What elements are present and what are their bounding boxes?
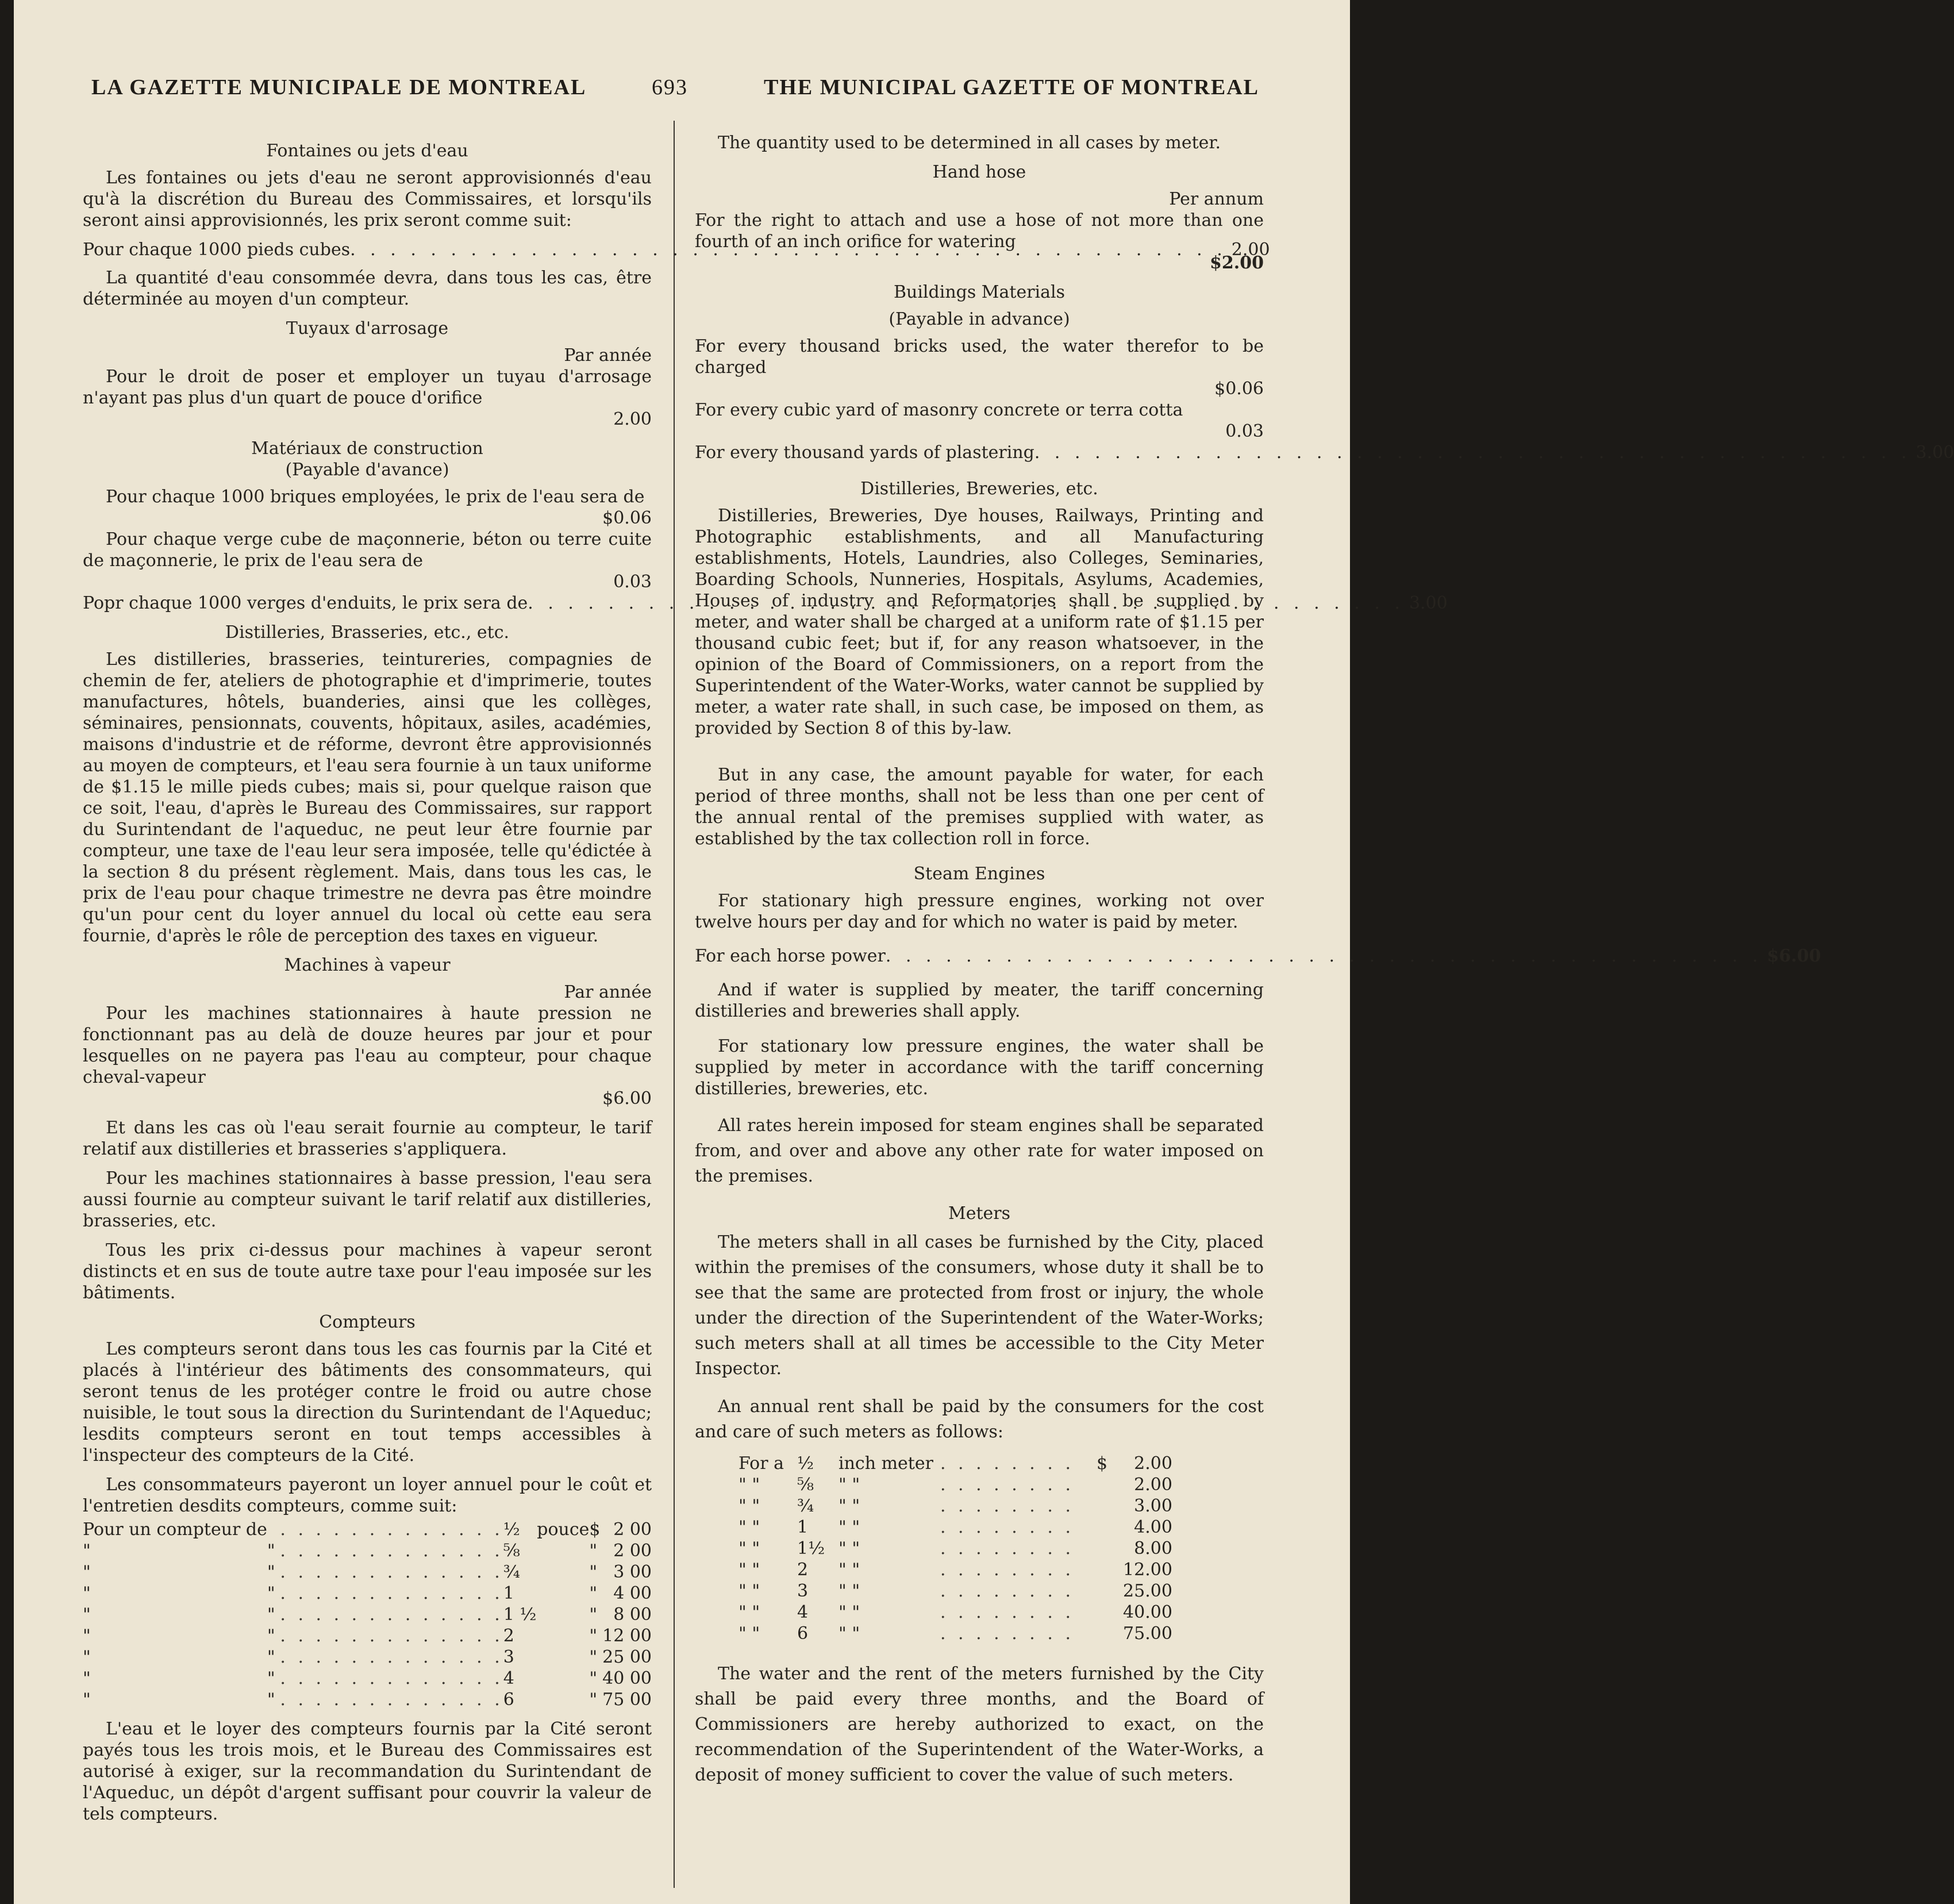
rate-label: Pour le droit de poser et employer un tuyau d'arrosage n'ayant pas plus d'un quart de pouce d'orifice [83,367,652,408]
table-row [83,1647,652,1668]
rate-line [83,593,1448,614]
meter-rent: 25 00 [602,1647,652,1667]
meter-size: 4 [503,1668,514,1688]
gazette-page [14,0,1954,1904]
dot-leader: . . . . . . . . [940,1538,1074,1559]
meter-size: 1½ [797,1538,825,1559]
meter-currency [1093,1559,1117,1580]
rate-label: Pour chaque verge cube de maçonnerie, béton ou terre cuite de maçonnerie, le prix de l'eau sera de [83,529,652,571]
rate-value: 2.00 [1231,240,1270,260]
meter-currency [1093,1495,1117,1517]
paragraph: An annual rent shall be paid by the consumers for the cost and care of such meters as follows: [695,1397,1264,1442]
per-year-label: Par année [564,982,652,1002]
meter-unit: " " [838,1475,860,1495]
meter-size: 3 [503,1647,514,1667]
table-row [735,1517,1176,1538]
paragraph: For stationary low pressure engines, the water shall be supplied by meter in accordance with the tariff concerning distilleries, breweries, etc. [695,1036,1264,1099]
dot-leader: . . . . . . . . [940,1517,1074,1537]
meter-unit: " " [838,1496,860,1516]
dot-leader: . . . . . . . . . . . . . [280,1647,503,1667]
meter-unit: " " [838,1624,860,1644]
paragraph: But in any case, the amount payable for water, for each period of three months, shall not be less than one per cent of the annual rental of the premises supplied with water, as established by the tax collection roll in force. [695,765,1264,849]
rate-label: For every cubic yard of masonry concrete or terra cotta [695,400,1183,420]
meter-unit: pouce [537,1520,590,1540]
running-head-right: THE MUNICIPAL GAZETTE OF MONTREAL [764,75,1259,99]
meter-rent: 2.00 [1134,1475,1172,1495]
table-row [83,1625,652,1647]
rate-value: 3.00 [1915,443,1954,463]
paragraph: The water and the rent of the meters furnished by the City shall be paid every three months, and the Board of Commissioners are hereby authorized to exact, on the recommendation of the Superintendent of the Water-Works, a deposit of money sufficient to cover the value of such meters. [695,1664,1264,1785]
section-title-meters: Meters [948,1203,1011,1224]
meter-label: " " [738,1560,760,1580]
rate-line [695,442,1954,463]
section-title-fontaines: Fontaines ou jets d'eau [266,141,468,161]
meter-currency: " [589,1605,598,1625]
table-row [735,1495,1176,1517]
rate-value: $6.00 [602,1088,652,1109]
meter-size: 4 [797,1602,809,1622]
table-row [735,1453,1176,1474]
meter-label: " " [738,1538,760,1559]
meter-label: " [83,1605,91,1625]
paragraph: Les fontaines ou jets d'eau ne seront approvisionnés d'eau qu'à la discrétion du Bureau des Commissaires, et lorsqu'ils seront ainsi approvisionnés, les prix seront comme suit: [83,168,652,230]
meter-size: 1 [797,1517,809,1537]
meter-label-ditto: " [267,1690,275,1710]
paragraph: L'eau et le loyer des compteurs fournis par la Cité seront payés tous les trois mois, et le Bureau des Commissaires est autorisé à exiger, sur la recommandation du Surintendant de l'Aqueduc, un dépôt d'argent suffisant pour couvrir la valeur de tels compteurs. [83,1719,652,1824]
meter-size: ⅝ [797,1475,814,1495]
meter-rent: 75.00 [1123,1624,1172,1644]
paragraph: For stationary high pressure engines, working not over twelve hours per day and for which no water is paid by meter. [695,891,1264,932]
meter-unit: inch meter [838,1453,933,1474]
meter-label: " [83,1690,91,1710]
meter-rent: 4 00 [613,1583,652,1603]
meter-label-ditto: " [267,1562,275,1582]
meter-currency: " [589,1626,598,1646]
meter-label-ditto: " [267,1605,275,1625]
meter-rent-table [83,1519,652,1710]
paragraph: Distilleries, Breweries, Dye houses, Railways, Printing and Photographic establishments, and all Manufacturing establishments, Hotels, Laundries, also Colleges, Seminaries, Boarding Schools, Nunneries, Hospitals, Asylums, Academies, Houses of industry and Reformatories shall be supplied by meter, and water shall be charged at a uniform rate of $1.15 per thousand cubic feet; but if, for any reason whatsoever, in the opinion of the Board of Commissioners, on a report from the Superintendent of the Water-Works, water cannot be supplied by meter, a water rate shall, in such case, be imposed on them, as provided by Section 8 of this by-law. [695,506,1264,738]
dot-leader: . . . . . . . . [940,1496,1074,1516]
meter-unit [537,1689,589,1710]
paragraph: Les compteurs seront dans tous les cas fournis par la Cité et placés à l'intérieur des bâtiments des consommateurs, qui seront tenus de les protéger contre le froid ou autre chose nuisible, le tout sous la direction du Surintendant de l'Aqueduc; lesdits compteurs seront en tout temps accessibles à l'inspecteur des compteurs de la Cité. [83,1339,652,1465]
rate-label: For each horse power [695,946,886,966]
table-row [735,1623,1176,1644]
meter-currency [1093,1623,1117,1644]
meter-unit [537,1583,589,1604]
meter-unit: " " [838,1602,860,1622]
rate-line [695,945,1821,967]
paragraph: Pour les machines stationnaires à basse pression, l'eau sera aussi fournie au compteur suivant le tarif relatif aux distilleries, brasseries, etc. [83,1168,652,1231]
meter-size: ½ [503,1520,520,1540]
meter-currency: " [589,1690,598,1710]
meter-rent: 12.00 [1123,1560,1172,1580]
meter-unit [537,1540,589,1561]
dot-leader: . . . . . . . . . . . . . [280,1605,503,1625]
paragraph: Tous les prix ci-dessus pour machines à vapeur seront distincts et en sus de toute autre taxe pour l'eau imposée sur les bâtiments. [83,1240,652,1303]
dot-leader [1034,442,1911,463]
meter-label: " [83,1583,91,1603]
rate-value: $0.06 [602,508,652,528]
rate-value: 2.00 [613,409,652,429]
meter-size: ⅝ [503,1541,520,1561]
meter-label: " " [738,1496,760,1516]
dot-leader: . . . . . . . . . . . . . [280,1626,503,1646]
meter-size: 2 [503,1626,514,1646]
running-head-left: LA GAZETTE MUNICIPALE DE MONTREAL [91,75,587,99]
paragraph: All rates herein imposed for steam engines shall be separated from, and over and above any other rate for water imposed on the premises. [695,1116,1264,1186]
meter-label: " " [738,1475,760,1495]
table-row [83,1689,652,1710]
section-subtitle: (Payable in advance) [888,309,1070,329]
meter-rent: 2.00 [1134,1453,1172,1474]
section-title-tuyaux: Tuyaux d'arrosage [286,318,449,339]
paragraph: La quantité d'eau consommée devra, dans tous les cas, être déterminée au moyen d'un compteur. [83,268,652,309]
meter-label-ditto: " [267,1583,275,1603]
meter-unit [537,1647,589,1668]
meter-label: " [83,1562,91,1582]
rate-value: $6.00 [1767,946,1821,966]
dot-leader: . . . . . . . . [940,1581,1074,1601]
table-row [735,1474,1176,1495]
meter-size: 6 [797,1624,809,1644]
meter-rent-table [735,1453,1176,1644]
dot-leader: . . . . . . . . [940,1560,1074,1580]
dot-leader: . . . . . . . . [940,1602,1074,1622]
rate-value: $0.06 [1214,379,1264,399]
dot-leader: . . . . . . . . . . . . . [280,1541,503,1561]
meter-label: " " [738,1581,760,1601]
meter-unit: " " [838,1517,860,1537]
meter-rent: 8.00 [1134,1538,1172,1559]
dot-leader: . . . . . . . . [940,1475,1074,1495]
table-row [83,1519,652,1540]
meter-currency [1093,1474,1117,1495]
section-title-buildings: Buildings Materials [893,282,1066,302]
section-title-vapeur: Machines à vapeur [284,955,451,975]
page-number: 693 [652,75,688,99]
paragraph: The meters shall in all cases be furnished by the City, placed within the premises of the consumers, whose duty it shall be to see that the same are protected from frost or injury, the whole under the direction of the Superintendent of the Water-Works; such meters shall at all times be accessible to the City Meter Inspector. [695,1232,1264,1379]
rate-label: For every thousand yards of plastering [695,443,1034,463]
table-row [83,1561,652,1583]
section-title-compteurs: Compteurs [319,1312,416,1332]
paragraph: Les consommateurs payeront un loyer annuel pour le coût et l'entretien desdits compteurs, comme suit: [83,1475,652,1516]
meter-rent: 2 00 [613,1520,652,1540]
meter-currency: " [589,1668,598,1688]
paragraph: Et dans les cas où l'eau serait fournie au compteur, le tarif relatif aux distilleries et brasseries s'appliquera. [83,1118,652,1159]
table-row [83,1583,652,1604]
meter-size: 6 [503,1690,514,1710]
meter-label-ditto [267,1519,280,1540]
meter-size: 1 ½ [503,1605,537,1625]
rate-label: Popr chaque 1000 verges d'enduits, le prix sera de [83,593,528,613]
dot-leader: . . . . . . . . [940,1453,1074,1474]
rate-label: For every thousand bricks used, the water therefor to be charged [695,336,1264,378]
meter-rent: 3 00 [613,1562,652,1582]
meter-label: " [83,1541,91,1561]
meter-currency: $ [1096,1453,1108,1474]
section-title-steam: Steam Engines [913,864,1045,884]
meter-label: Pour un compteur de [83,1520,267,1540]
meter-label: " " [738,1624,760,1644]
paragraph: The quantity used to be determined in all cases by meter. [718,133,1221,153]
meter-currency: " [589,1541,598,1561]
meter-currency: $ [589,1520,601,1540]
rate-label: Pour chaque 1000 briques employées, le prix de l'eau sera de [106,487,645,507]
meter-unit: " " [838,1581,860,1601]
meter-currency: " [589,1647,598,1667]
meter-unit [537,1604,589,1625]
meter-rent: 40 00 [602,1668,652,1688]
meter-rent: 4.00 [1134,1517,1172,1537]
english-column [695,132,1954,1796]
table-row [735,1538,1176,1559]
meter-currency: " [589,1583,598,1603]
table-row [83,1668,652,1689]
section-title-distilleries: Distilleries, Brasseries, etc., etc. [225,622,510,643]
dot-leader: . . . . . . . . . . . . . [280,1562,503,1582]
meter-currency [1093,1538,1117,1559]
section-subtitle: (Payable d'avance) [285,460,449,480]
meter-currency: " [589,1562,598,1582]
column-divider [674,121,675,1888]
rate-label: For the right to attach and use a hose of not more than one fourth of an inch orifice for watering [695,210,1264,252]
dot-leader: . . . . . . . . . . . . . [280,1668,503,1688]
dot-leader: . . . . . . . . . . . . . [280,1690,503,1710]
rate-value: 0.03 [613,572,652,592]
meter-currency [1093,1602,1117,1623]
rate-value: 3.00 [1409,593,1448,613]
dot-leader: . . . . . . . . . . . . . [280,1583,503,1603]
meter-rent: 8 00 [613,1605,652,1625]
meter-label: " [83,1626,91,1646]
table-row [83,1604,652,1625]
section-title-distilleries: Distilleries, Breweries, etc. [860,479,1098,499]
meter-unit [537,1668,589,1689]
meter-rent: 3.00 [1134,1496,1172,1516]
section-title-hose: Hand hose [932,162,1026,182]
rate-label: Pour chaque 1000 pieds cubes [83,240,351,260]
meter-size: ½ [797,1453,814,1474]
meter-label: " " [738,1517,760,1537]
table-row [83,1540,652,1561]
meter-size: 1 [503,1583,514,1603]
table-row [735,1559,1176,1580]
meter-currency [1093,1580,1117,1602]
meter-rent: 25.00 [1123,1581,1172,1601]
rate-value: $2.00 [1210,253,1264,273]
meter-rent: 40.00 [1123,1602,1172,1622]
per-year-label: Par année [564,345,652,366]
rate-line [83,239,1270,260]
meter-size: ¾ [503,1562,520,1582]
paragraph: And if water is supplied by meater, the tariff concerning distilleries and breweries shall apply. [695,980,1264,1021]
meter-currency [1093,1517,1117,1538]
table-row [735,1602,1176,1623]
meter-label-ditto: " [267,1668,275,1688]
dot-leader: . . . . . . . . . . . . . [280,1520,503,1540]
meter-unit [537,1625,589,1647]
dot-leader: . . . . . . . . [940,1624,1074,1644]
meter-label-ditto: " [267,1541,275,1561]
table-row [735,1580,1176,1602]
per-annum-label: Per annum [1169,189,1264,209]
rate-value: 0.03 [1225,421,1264,441]
meter-unit: " " [838,1538,860,1559]
section-title-materiaux: Matériaux de construction [251,439,483,459]
meter-label: " [83,1668,91,1688]
meter-unit [537,1561,589,1583]
meter-label: " [83,1647,91,1667]
meter-rent: 75 00 [602,1690,652,1710]
meter-size: 2 [797,1560,809,1580]
dot-leader [886,945,1763,967]
meter-label-ditto: " [267,1647,275,1667]
meter-label-ditto: " [267,1626,275,1646]
meter-rent: 12 00 [602,1626,652,1646]
meter-label: " " [738,1602,760,1622]
rate-label: Pour les machines stationnaires à haute pression ne fonctionnant pas au delà de douze heures par jour et pour lesquelles on ne payera pas l'eau au compteur, pour chaque cheval-vapeur [83,1003,652,1087]
meter-rent: 2 00 [613,1541,652,1561]
meter-size: ¾ [797,1496,814,1516]
paragraph: Les distilleries, brasseries, teintureries, compagnies de chemin de fer, ateliers de photographie et d'imprimerie, toutes manufactures, hôtels, buanderies, ainsi que les collèges, séminaires, pensionnats, couvents, hôpitaux, asiles, académies, maisons d'industrie et de réforme, devront être approvisionnés au moyen de compteurs, et l'eau sera fournie à un taux uniforme de $1.15 le mille pieds cubes; mais si, pour quelque raison que ce soit, l'eau, d'après le Bureau des Commissaires, sur rapport du Surintendant de l'aqueduc, ne peut leur être fournie par compteur, une taxe de l'eau leur sera imposée, telle qu'édictée à la section 8 du présent règlement. Mais, dans tous les cas, le prix de l'eau pour chaque trimestre ne devra pas être moindre qu'un pour cent du loyer annuel du local où cette eau sera fournie, d'après le rôle de perception des taxes en vigueur. [83,649,652,946]
meter-label: For a [738,1453,784,1474]
meter-unit: " " [838,1560,860,1580]
meter-size: 3 [797,1581,809,1601]
